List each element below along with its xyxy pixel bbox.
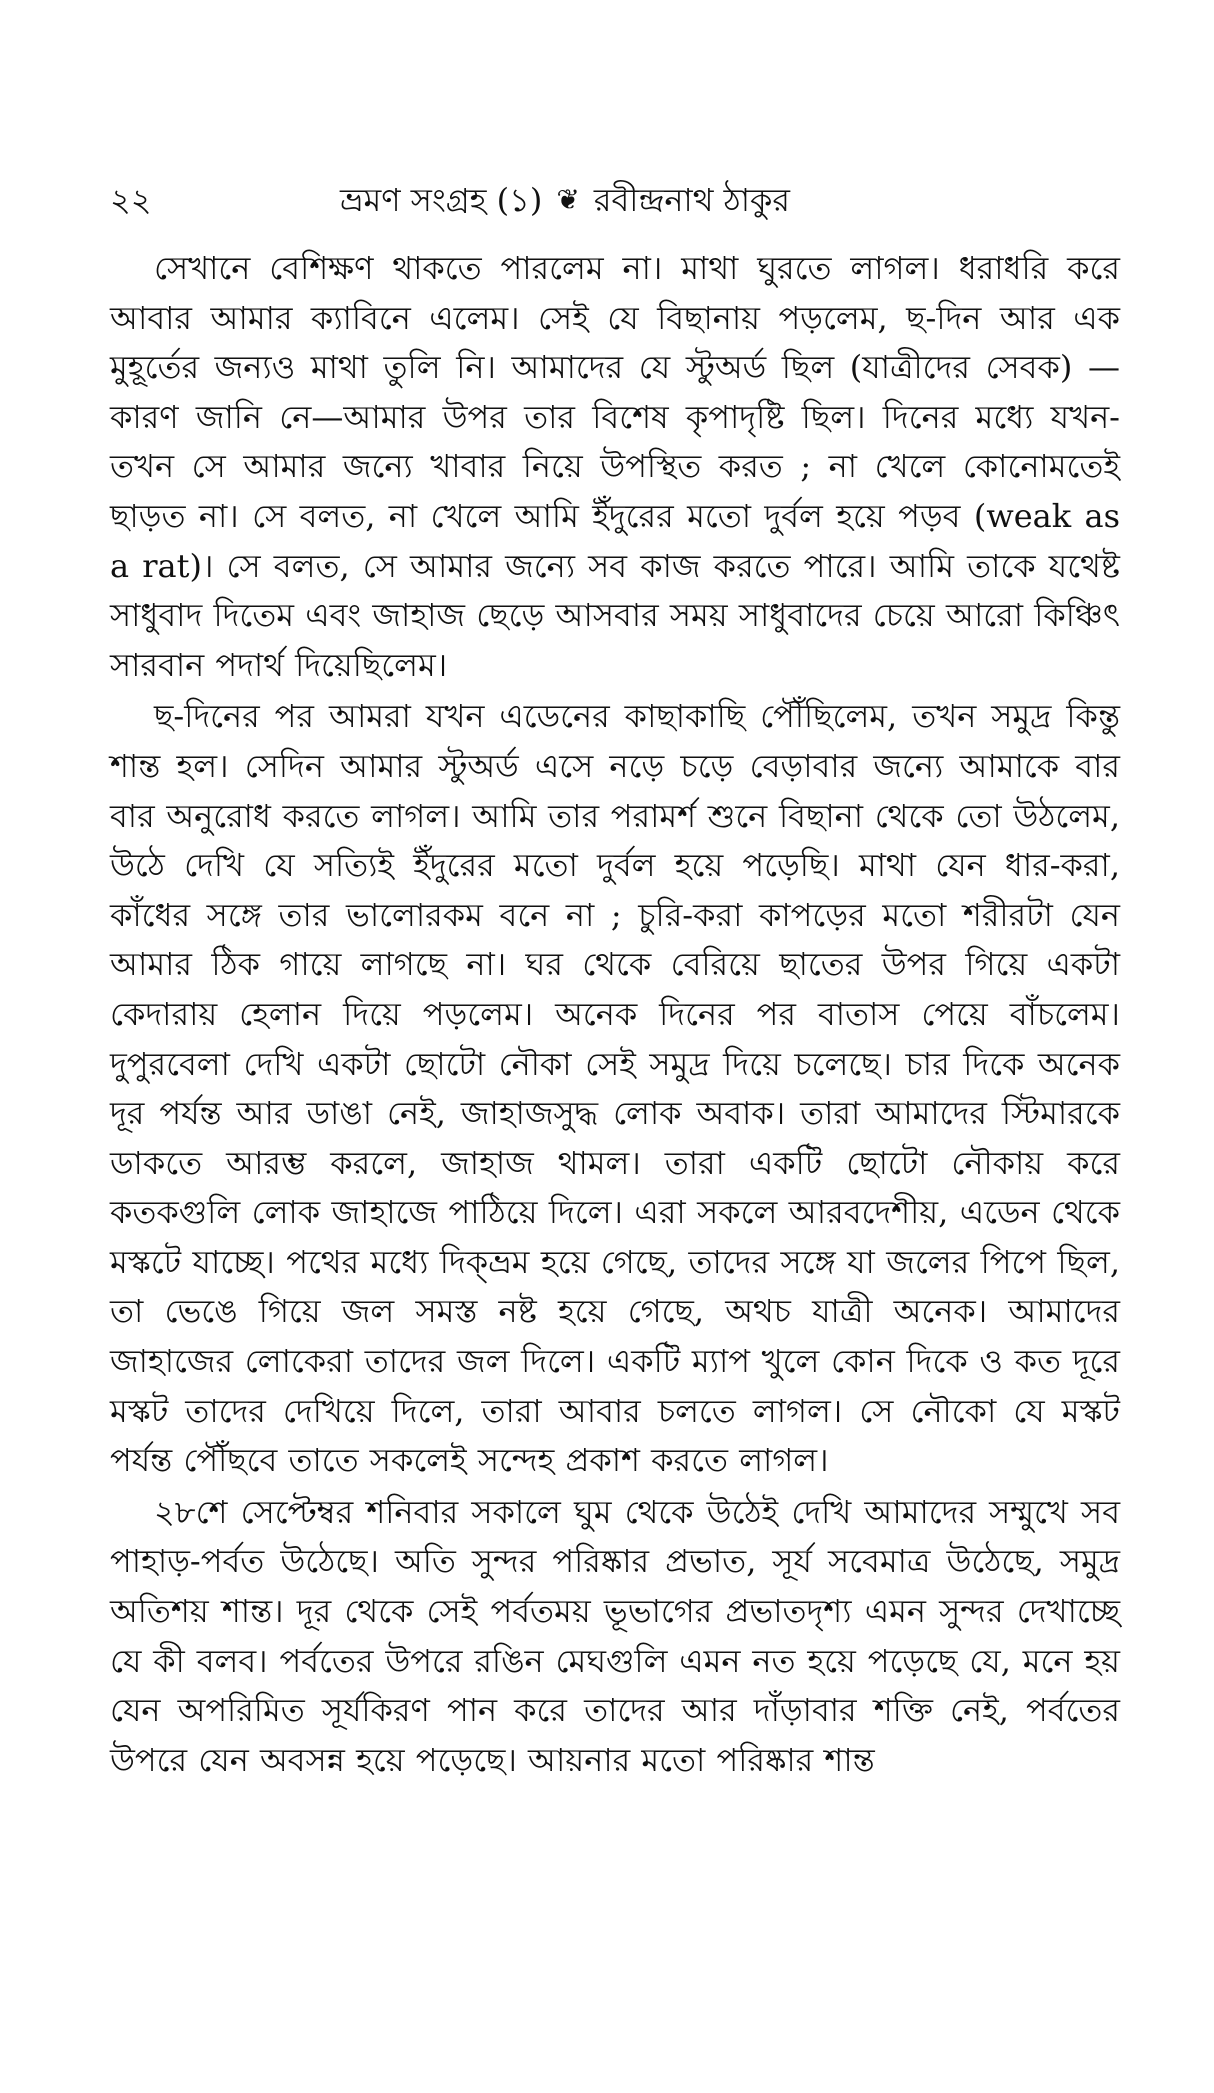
- running-head: [340, 172, 980, 228]
- body-text: [110, 244, 1120, 1787]
- paragraph-1: সেখানে বেশিক্ষণ থাকতে পারলেম না। মাথা ঘুরতে লাগল। ধরাধরি করে আবার আমার ক্যাবিনে এলেম। সেই যে বিছানায় পড়লেম, ছ-দিন আর এক মুহূর্তের জন্যও মাথা তুলি নি। আমাদের যে স্টুঅর্ড ছিল (যাত্রীদের সেবক) —কারণ জানি নে—আমার উপর তার বিশেষ কৃপাদৃষ্টি ছিল। দিনের মধ্যে যখন-তখন সে আমার জন্যে খাবার নিয়ে উপস্থিত করত ; না খেলে কোনোমতেই ছাড়ত না। সে বলত, না খেলে আমি ইঁদুরের মতো দুর্বল হয়ে পড়ব (weak as a rat)। সে বলত, সে আমার জন্যে সব কাজ করতে পারে। আমি তাকে যথেষ্ট সাধুবাদ দিতেম এবং জাহাজ ছেড়ে আসবার সময় সাধুবাদের চেয়ে আরো কিঞ্চিৎ সারবান পদার্থ দিয়েছিলেম।: [110, 249, 1120, 684]
- floral-ornament-icon: ❦: [556, 183, 580, 216]
- author-name: রবীন্দ্রনাথ ঠাকুর: [593, 181, 790, 219]
- book-title: ভ্রমণ সংগ্রহ (১): [340, 181, 543, 219]
- running-header: [110, 172, 1120, 228]
- paragraph-2: ছ-দিনের পর আমরা যখন এডেনের কাছাকাছি পৌঁছিলেম, তখন সমুদ্র কিন্তু শান্ত হল। সেদিন আমার স্টুঅর্ড এসে নড়ে চড়ে বেড়াবার জন্যে আমাকে বার বার অনুরোধ করতে লাগল। আমি তার পরামর্শ শুনে বিছানা থেকে তো উঠলেম, উঠে দেখি যে সত্যিই ইঁদুরের মতো দুর্বল হয়ে পড়েছি। মাথা যেন ধার-করা, কাঁধের সঙ্গে তার ভালোরকম বনে না ; চুরি-করা কাপড়ের মতো শরীরটা যেন আমার ঠিক গায়ে লাগছে না। ঘর থেকে বেরিয়ে ছাতের উপর গিয়ে একটা কেদারায় হেলান দিয়ে পড়লেম। অনেক দিনের পর বাতাস পেয়ে বাঁচলেম। দুপুরবেলা দেখি একটা ছোটো নৌকা সেই সমুদ্র দিয়ে চলেছে। চার দিকে অনেক দূর পর্যন্ত আর ডাঙা নেই, জাহাজসুদ্ধ লোক অবাক। তারা আমাদের স্টিমারকে ডাকতে আরম্ভ করলে, জাহাজ থামল। তারা একটি ছোটো নৌকায় করে কতকগুলি লোক জাহাজে পাঠিয়ে দিলে। এরা সকলে আরবদেশীয়, এডেন থেকে মস্কটে যাচ্ছে। পথের মধ্যে দিক্‌ভ্রম হয়ে গেছে, তাদের সঙ্গে যা জলের পিপে ছিল, তা ভেঙে গিয়ে জল সমস্ত নষ্ট হয়ে গেছে, অথচ যাত্রী অনেক। আমাদের জাহাজের লোকেরা তাদের জল দিলে। একটি ম্যাপ খুলে কোন দিকে ও কত দূরে মস্কট তাদের দেখিয়ে দিলে, তারা আবার চলতে লাগল। সে নৌকো যে মস্কট পর্যন্ত পৌঁছবে তাতে সকলেই সন্দেহ প্রকাশ করতে লাগল।: [110, 697, 1120, 1480]
- page-number: ২২: [110, 181, 152, 219]
- paragraph-3: ২৮শে সেপ্টেম্বর শনিবার সকালে ঘুম থেকে উঠেই দেখি আমাদের সম্মুখে সব পাহাড়-পর্বত উঠেছে। অতি সুন্দর পরিষ্কার প্রভাত, সূর্য সবেমাত্র উঠেছে, সমুদ্র অতিশয় শান্ত। দূর থেকে সেই পর্বতময় ভূভাগের প্রভাতদৃশ্য এমন সুন্দর দেখাচ্ছে যে কী বলব। পর্বতের উপরে রঙিন মেঘগুলি এমন নত হয়ে পড়েছে যে, মনে হয় যেন অপরিমিত সূর্যকিরণ পান করে তাদের আর দাঁড়াবার শক্তি নেই, পর্বতের উপরে যেন অবসন্ন হয়ে পড়েছে। আয়নার মতো পরিষ্কার শান্ত: [110, 1492, 1120, 1779]
